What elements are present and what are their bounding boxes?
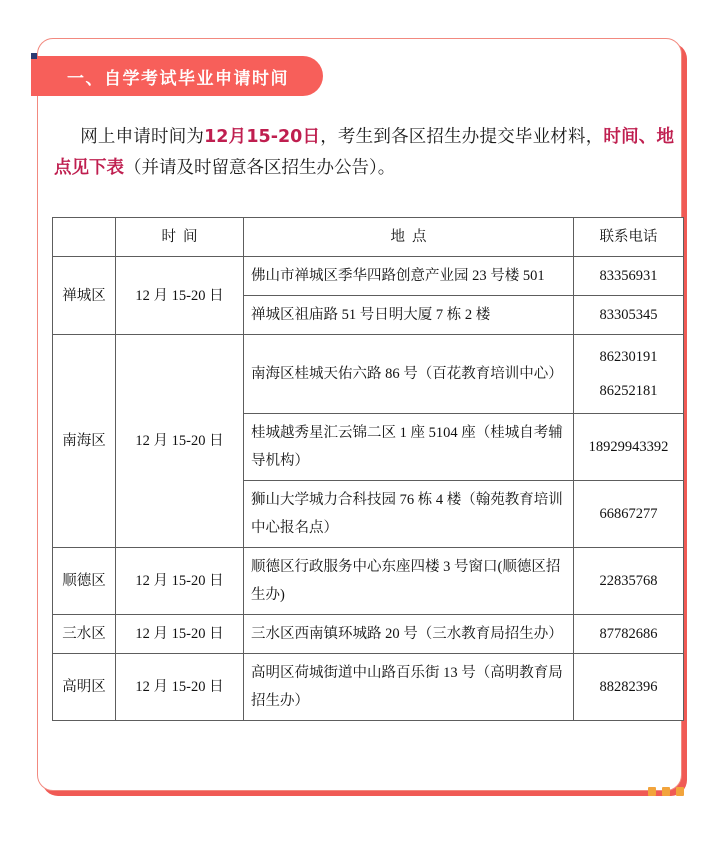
- intro-part-2: ，考生到各区招生办提交毕业材料，: [320, 127, 604, 147]
- header-time: [116, 218, 244, 257]
- header-blank: [53, 218, 116, 257]
- cell-district: 禅城区: [53, 257, 116, 335]
- cell-time: 12 月 15-20 日: [116, 335, 244, 548]
- cell-place: 三水区西南镇环城路 20 号（三水教育局招生办）: [244, 615, 574, 654]
- section-title-text: 一、自学考试毕业申请时间: [67, 68, 289, 89]
- table-row: [53, 257, 684, 296]
- cell-phone: 88282396: [574, 654, 684, 721]
- phone-number: 86252181: [599, 383, 658, 399]
- table-row: [53, 335, 684, 414]
- graduation-application-schedule-table: [52, 217, 684, 721]
- header-place: [244, 218, 574, 257]
- table-header-row: [53, 218, 684, 257]
- intro-part-3: （并请及时留意各区招生办公告）。: [124, 158, 396, 178]
- cell-phone: 83305345: [574, 296, 684, 335]
- cell-time: 12 月 15-20 日: [116, 615, 244, 654]
- cell-phone: 66867277: [574, 481, 684, 548]
- cell-phone: 22835768: [574, 548, 684, 615]
- cell-district: 高明区: [53, 654, 116, 721]
- header-phone: 联系电话: [574, 218, 684, 257]
- cell-time: 12 月 15-20 日: [116, 548, 244, 615]
- badge-corner-marker: [31, 53, 37, 59]
- cell-place: 顺德区行政服务中心东座四楼 3 号窗口(顺德区招生办): [244, 548, 574, 615]
- header-time-text: 时间: [161, 229, 205, 245]
- dot-icon: [662, 787, 670, 796]
- cell-time: 12 月 15-20 日: [116, 257, 244, 335]
- cell-time: 12 月 15-20 日: [116, 654, 244, 721]
- phone-list: [581, 340, 676, 408]
- cell-phone: 87782686: [574, 615, 684, 654]
- phone-number: 86230191: [599, 349, 658, 365]
- intro-paragraph: [54, 122, 674, 184]
- cell-district: 三水区: [53, 615, 116, 654]
- cell-district: 顺德区: [53, 548, 116, 615]
- table-row: [53, 615, 684, 654]
- cell-district: 南海区: [53, 335, 116, 548]
- cell-place: 高明区荷城街道中山路百乐街 13 号（高明教育局招生办）: [244, 654, 574, 721]
- cell-place: 禅城区祖庙路 51 号日明大厦 7 栋 2 楼: [244, 296, 574, 335]
- cell-place: 狮山大学城力合科技园 76 栋 4 楼（翰苑教育培训中心报名点）: [244, 481, 574, 548]
- cell-place: 佛山市禅城区季华四路创意产业园 23 号楼 501: [244, 257, 574, 296]
- table-row: [53, 548, 684, 615]
- intro-highlight-date: 12月15-20日: [204, 127, 321, 147]
- cell-place: 桂城越秀星汇云锦二区 1 座 5104 座（桂城自考辅导机构）: [244, 414, 574, 481]
- dot-icon: [676, 787, 684, 796]
- intro-part-1: 网上申请时间为: [80, 127, 205, 147]
- cell-phone: [574, 335, 684, 414]
- table-row: [53, 654, 684, 721]
- cell-phone: 83356931: [574, 257, 684, 296]
- decorative-dots: [648, 787, 684, 796]
- intro-highlight-notice: 时间、地点见下表: [54, 127, 675, 178]
- section-title-badge: [31, 56, 323, 96]
- cell-place: 南海区桂城天佑六路 86 号（百花教育培训中心）: [244, 335, 574, 414]
- cell-phone: 18929943392: [574, 414, 684, 481]
- header-place-text: 地点: [390, 229, 434, 245]
- dot-icon: [648, 787, 656, 796]
